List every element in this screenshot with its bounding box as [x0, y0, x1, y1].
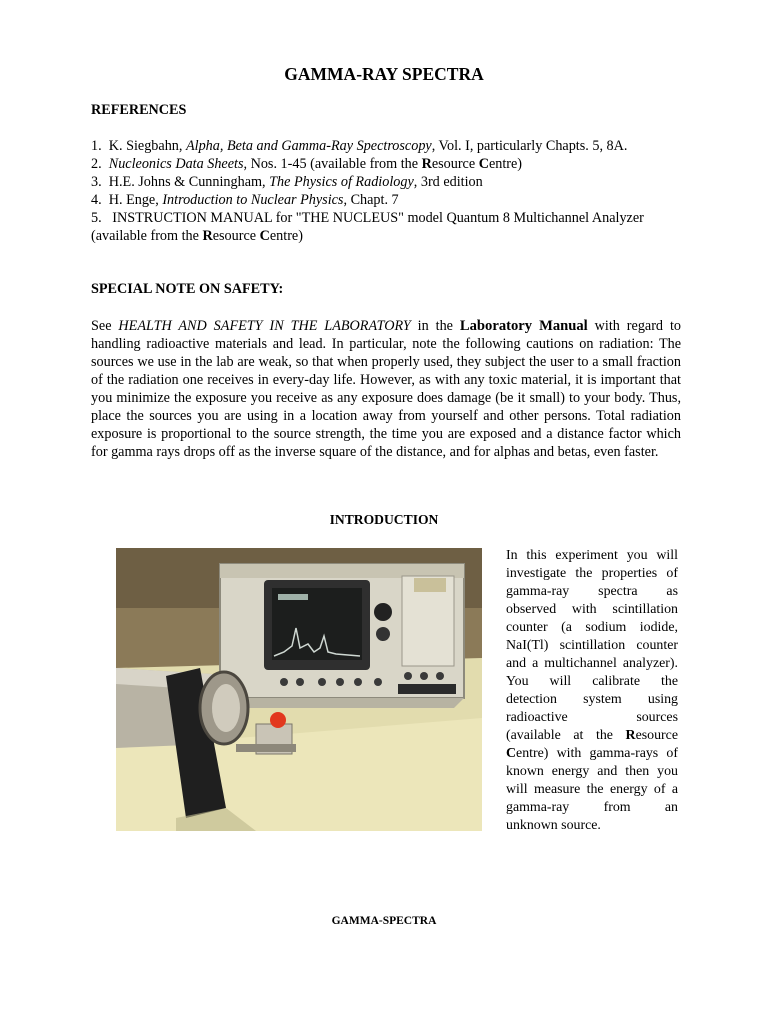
references-heading: REFERENCES: [91, 102, 187, 118]
safety-heading: SPECIAL NOTE ON SAFETY:: [91, 281, 284, 297]
reference-item: 2. Nucleonics Data Sheets, Nos. 1-45 (available from the Resource Centre): [91, 156, 523, 172]
page-title: GAMMA-RAY SPECTRA: [284, 64, 484, 84]
reference-item: 5. INSTRUCTION MANUAL for "THE NUCLEUS" model Quantum 8 Multichannel Analyzer: [91, 210, 644, 226]
introduction-text: In this experiment you will investigate the properties of gamma-ray spectra as observed with scintillation counter (a sodium iodide, NaI(Tl) scintillation counter and a multichannel analyzer). You will calibrate the detection system using radioactive sources (available at the Resource Centre) with gamma-rays of known energy and then you will measure the energy of a gamma-ray from an unknown source.: [506, 548, 678, 833]
reference-item-continuation: (available from the Resource Centre): [91, 228, 303, 244]
reference-item: 3. H.E. Johns & Cunningham, The Physics of Radiology, 3rd edition: [91, 174, 483, 190]
references-list: [91, 137, 691, 245]
safety-paragraph: See HEALTH AND SAFETY IN THE LABORATORY in the Laboratory Manual with regard to handling radioactive materials and lead. In particular, note the following cautions on radiation: The sources we use in the lab are weak, so that when properly used, they subject the user to a small fraction of the radiation one receives in every-day life. However, as with any toxic material, it is important that you minimize the exposure you receive as any exposure does damage (be it small) to your body. Thus, place the sources you are using in a location away from yourself and other persons. Total radiation exposure is proportional to the source strength, the time you are exposed and a distance factor which for gamma rays drops off as the inverse square of the distance, and for alphas and betas, even faster.: [91, 318, 681, 460]
lab-equipment-photo: [116, 548, 482, 831]
page-footer: GAMMA-SPECTRA: [331, 915, 437, 927]
introduction-heading: INTRODUCTION: [329, 512, 439, 527]
reference-item: 4. H. Enge, Introduction to Nuclear Physics, Chapt. 7: [91, 192, 399, 208]
reference-item: 1. K. Siegbahn, Alpha, Beta and Gamma-Ray Spectroscopy, Vol. I, particularly Chapts. 5, 8A.: [91, 138, 628, 154]
